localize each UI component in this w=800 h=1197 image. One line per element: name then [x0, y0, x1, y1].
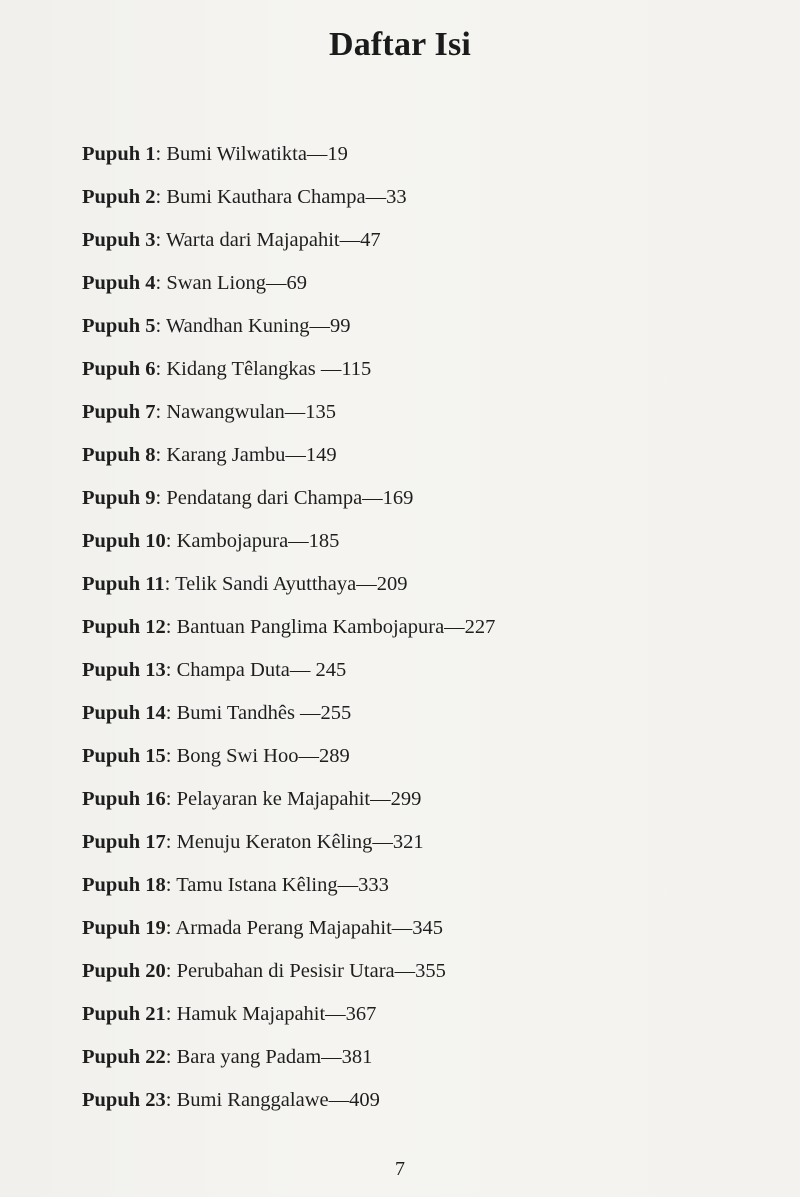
entry-label: Pupuh 9 [82, 487, 156, 509]
entry-title: Perubahan di Pesisir Utara—355 [176, 960, 446, 982]
entry-label: Pupuh 8 [82, 444, 156, 466]
toc-entry: Pupuh 22: Bara yang Padam—381 [82, 1046, 373, 1068]
entry-label: Pupuh 23 [82, 1089, 166, 1111]
entry-label: Pupuh 16 [82, 788, 166, 810]
entry-title: Bara yang Padam—381 [176, 1046, 373, 1068]
toc-entry: Pupuh 17: Menuju Keraton Kêling—321 [82, 831, 424, 853]
entry-title: Bumi Ranggalawe—409 [176, 1089, 380, 1111]
entry-title: Bumi Kauthara Champa—33 [166, 186, 407, 208]
entry-label: Pupuh 4 [82, 272, 156, 294]
entry-label: Pupuh 18 [82, 874, 166, 896]
toc-entry: Pupuh 7: Nawangwulan—135 [82, 401, 336, 423]
entry-title: Tamu Istana Kêling—333 [176, 874, 389, 896]
entry-label: Pupuh 6 [82, 358, 156, 380]
toc-entry: Pupuh 2: Bumi Kauthara Champa—33 [82, 186, 407, 208]
entry-title: Bumi Wilwatikta—19 [166, 143, 348, 165]
entry-title: Wandhan Kuning—99 [165, 315, 351, 337]
toc-entry: Pupuh 6: Kidang Têlangkas —115 [82, 358, 372, 380]
entry-title: Pendatang dari Champa—169 [166, 487, 414, 509]
entry-title: Pelayaran ke Majapahit—299 [176, 788, 422, 810]
toc-entry: Pupuh 1: Bumi Wilwatikta—19 [82, 143, 348, 165]
toc-entry: Pupuh 13: Champa Duta— 245 [82, 659, 347, 681]
entry-label: Pupuh 21 [82, 1003, 166, 1025]
entry-label: Pupuh 2 [82, 186, 156, 208]
entry-title: Swan Liong—69 [166, 272, 307, 294]
entry-title: Champa Duta— 245 [176, 659, 347, 681]
toc-entry: Pupuh 12: Bantuan Panglima Kambojapura—227 [82, 616, 496, 638]
entry-label: Pupuh 14 [82, 702, 166, 724]
entry-label: Pupuh 12 [82, 616, 166, 638]
entry-title: Armada Perang Majapahit—345 [175, 917, 444, 939]
toc-entry: Pupuh 16: Pelayaran ke Majapahit—299 [82, 788, 422, 810]
entry-label: Pupuh 11 [82, 573, 165, 595]
toc-entry: Pupuh 21: Hamuk Majapahit—367 [82, 1003, 377, 1025]
table-of-contents [82, 137, 762, 1126]
page-title: Daftar Isi [328, 26, 472, 63]
entry-title: Menuju Keraton Kêling—321 [176, 831, 424, 853]
page-number: 7 [395, 1158, 405, 1180]
entry-title: Hamuk Majapahit—367 [176, 1003, 377, 1025]
entry-label: Pupuh 15 [82, 745, 166, 767]
toc-entry: Pupuh 18: Tamu Istana Kêling—333 [82, 874, 389, 896]
entry-title: Karang Jambu—149 [166, 444, 337, 466]
toc-entry: Pupuh 5: Wandhan Kuning—99 [82, 315, 351, 337]
toc-entry: Pupuh 3: Warta dari Majapahit—47 [82, 229, 381, 251]
entry-title: Warta dari Majapahit—47 [165, 229, 381, 251]
entry-label: Pupuh 3 [82, 229, 156, 251]
toc-entry: Pupuh 10: Kambojapura—185 [82, 530, 340, 552]
entry-title: Bantuan Panglima Kambojapura—227 [176, 616, 496, 638]
entry-label: Pupuh 10 [82, 530, 166, 552]
entry-label: Pupuh 1 [82, 143, 156, 165]
entry-title: Telik Sandi Ayutthaya—209 [175, 573, 408, 595]
toc-entry: Pupuh 23: Bumi Ranggalawe—409 [82, 1089, 380, 1111]
entry-label: Pupuh 5 [82, 315, 156, 337]
toc-entry: Pupuh 4: Swan Liong—69 [82, 272, 307, 294]
entry-label: Pupuh 13 [82, 659, 166, 681]
toc-entry: Pupuh 20: Perubahan di Pesisir Utara—355 [82, 960, 446, 982]
toc-entry: Pupuh 9: Pendatang dari Champa—169 [82, 487, 414, 509]
toc-entry: Pupuh 15: Bong Swi Hoo—289 [82, 745, 350, 767]
toc-entry: Pupuh 8: Karang Jambu—149 [82, 444, 337, 466]
entry-label: Pupuh 17 [82, 831, 166, 853]
entry-label: Pupuh 20 [82, 960, 166, 982]
entry-label: Pupuh 22 [82, 1046, 166, 1068]
toc-entry: Pupuh 11: Telik Sandi Ayutthaya—209 [82, 573, 408, 595]
entry-title: Kidang Têlangkas —115 [166, 358, 372, 380]
toc-entry: Pupuh 14: Bumi Tandhês —255 [82, 702, 352, 724]
entry-title: Bumi Tandhês —255 [176, 702, 352, 724]
entry-title: Kambojapura—185 [176, 530, 340, 552]
entry-title: Nawangwulan—135 [166, 401, 336, 423]
entry-label: Pupuh 19 [82, 917, 166, 939]
entry-label: Pupuh 7 [82, 401, 156, 423]
entry-title: Bong Swi Hoo—289 [176, 745, 350, 767]
toc-entry: Pupuh 19: Armada Perang Majapahit—345 [82, 917, 444, 939]
